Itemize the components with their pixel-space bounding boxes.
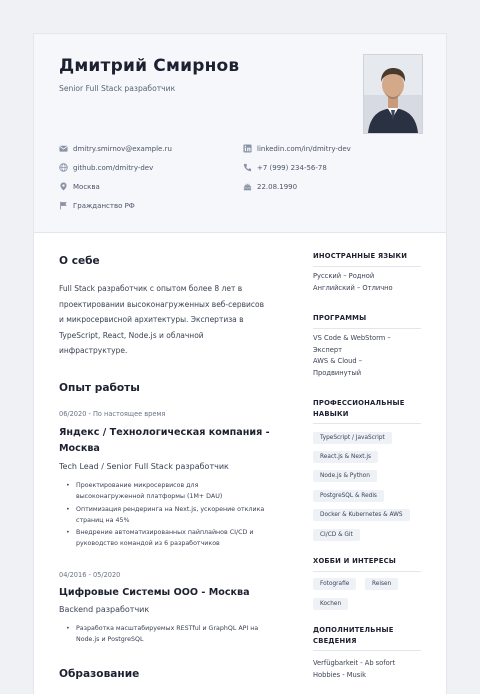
about-line: TypeScript, React, Node.js и облачной — [59, 330, 204, 340]
hobbies-heading-text: ХОББИ И ИНТЕРЕСЫ — [313, 557, 397, 565]
hobby-chip: Reisen — [365, 578, 398, 590]
phone-icon — [243, 163, 252, 172]
globe-icon — [59, 163, 68, 172]
skill-chip: Docker & Kubernetes & AWS — [313, 509, 410, 521]
software-item: AWS & Cloud – — [313, 357, 363, 365]
contact-city-text: Москва — [73, 182, 100, 191]
contact-email-text: dmitry.smirnov@example.ru — [73, 144, 172, 153]
job-company — [59, 585, 250, 601]
job-company-line: Москва — [59, 443, 100, 454]
job-role: Backend разработчик — [59, 605, 150, 614]
bullet-line: Node.js и PostgreSQL — [76, 636, 144, 644]
skills-heading-line: ПРОФЕССИОНАЛЬНЫЕ — [313, 399, 405, 407]
bullet-line: высоконагруженной платформы (1M+ DAU) — [76, 493, 223, 501]
cake-icon — [243, 182, 252, 191]
hobby-chip: Fotografie — [313, 578, 356, 590]
contact-birthdate-text: 22.08.1990 — [257, 182, 298, 191]
education-heading: Образование — [59, 668, 140, 680]
skill-chip: PostgreSQL & Redis — [313, 490, 384, 502]
language-item: Английский – Отлично — [313, 283, 393, 292]
resume-sheet — [34, 34, 446, 694]
experience-heading: Опыт работы — [59, 382, 140, 394]
about-text — [59, 281, 264, 359]
location-pin-icon — [59, 182, 68, 191]
additional-heading — [313, 625, 421, 651]
skill-chip: TypeScript / JavaScript — [313, 432, 392, 444]
bullet-line: страниц на 45% — [76, 516, 130, 524]
flag-icon — [59, 201, 68, 210]
about-line: и микросервисной архитектуры. Экспертиза в — [59, 315, 244, 324]
about-heading: О себе — [59, 255, 100, 267]
software-heading-text: ПРОГРАММЫ — [313, 314, 367, 322]
job-company-line: Яндекс / Технологическая компания - — [59, 427, 270, 438]
resume-header — [34, 34, 446, 233]
contact-github-text: github.com/dmitry-dev — [73, 163, 154, 172]
contact-phone-text: +7 (999) 234-56-78 — [257, 163, 327, 172]
additional-item: Verfügbarkeit - Ab sofort — [313, 659, 396, 667]
skills-heading — [313, 398, 421, 424]
candidate-title: Senior Full Stack разработчик — [59, 84, 176, 93]
job-company — [59, 425, 270, 457]
skill-chip: React.js & Next.js — [313, 451, 378, 463]
about-line: инфраструктуре. — [59, 346, 128, 355]
job-bullets — [59, 480, 264, 551]
software-item: Продвинутый — [313, 368, 362, 377]
hobbies-heading — [313, 556, 421, 572]
skill-chip: CI/CD & Git — [313, 529, 360, 541]
bullet-line: • Разработка масштабируемых RESTful и GraphQL API на — [76, 625, 259, 632]
language-item: Русский – Родной — [313, 272, 375, 280]
job-bullet — [59, 623, 258, 646]
hobby-chip: Kochen — [313, 598, 348, 610]
contact-linkedin-text: linkedin.com/in/dmitry-dev — [257, 144, 351, 153]
about-line: Full Stack разработчик с опытом более 8 лет в — [59, 284, 243, 293]
skill-chip: Node.js & Python — [313, 470, 377, 482]
software-heading — [313, 313, 421, 329]
contact-email[interactable] — [59, 144, 172, 153]
bullet-line: руководство командой из 6 разработчиков — [76, 540, 220, 548]
job-bullets — [59, 623, 258, 647]
job-bullet — [59, 480, 264, 503]
contact-citizenship-text: Гражданство РФ — [73, 201, 135, 210]
contact-city — [59, 182, 100, 191]
additional-heading-line: СВЕДЕНИЯ — [313, 636, 357, 645]
job-bullet — [59, 504, 264, 527]
profile-photo — [363, 54, 423, 134]
candidate-name: Дмитрий Смирнов — [59, 56, 240, 76]
additional-list — [313, 658, 395, 681]
contact-linkedin[interactable] — [243, 144, 351, 153]
software-list — [313, 333, 391, 379]
additional-heading-line: ДОПОЛНИТЕЛЬНЫЕ — [313, 626, 394, 634]
contact-citizenship — [59, 201, 135, 210]
languages-list — [313, 271, 393, 294]
contact-phone[interactable] — [243, 163, 327, 172]
job-company-line: Цифровые Системы ООО - Москва — [59, 587, 250, 598]
contact-birthdate — [243, 182, 297, 191]
bullet-line: • Внедрение автоматизированных пайплайнов CI/CD и — [76, 529, 254, 537]
languages-heading — [313, 251, 421, 267]
job-period: 06/2020 - По настоящее время — [59, 410, 166, 418]
software-item: VS Code & WebStorm – — [313, 334, 391, 342]
contact-github[interactable] — [59, 163, 153, 172]
about-line: проектировании высоконагруженных веб-сервисов — [59, 299, 265, 309]
bullet-line: • Проектирование микросервисов для — [76, 482, 199, 489]
bullet-line: • Оптимизация рендеринга на Next.js, ускорение отклика — [76, 505, 265, 513]
languages-heading-text: ИНОСТРАННЫЕ ЯЗЫКИ — [313, 252, 408, 260]
job-period: 04/2016 - 05/2020 — [59, 571, 121, 579]
additional-item: Hobbies - Musik — [313, 670, 366, 679]
job-bullet — [59, 527, 264, 550]
mail-icon — [59, 144, 68, 153]
software-item: Эксперт — [313, 345, 343, 354]
skills-heading-line: НАВЫКИ — [313, 409, 349, 418]
linkedin-icon — [243, 144, 252, 153]
job-role: Tech Lead / Senior Full Stack разработчик — [59, 462, 229, 471]
